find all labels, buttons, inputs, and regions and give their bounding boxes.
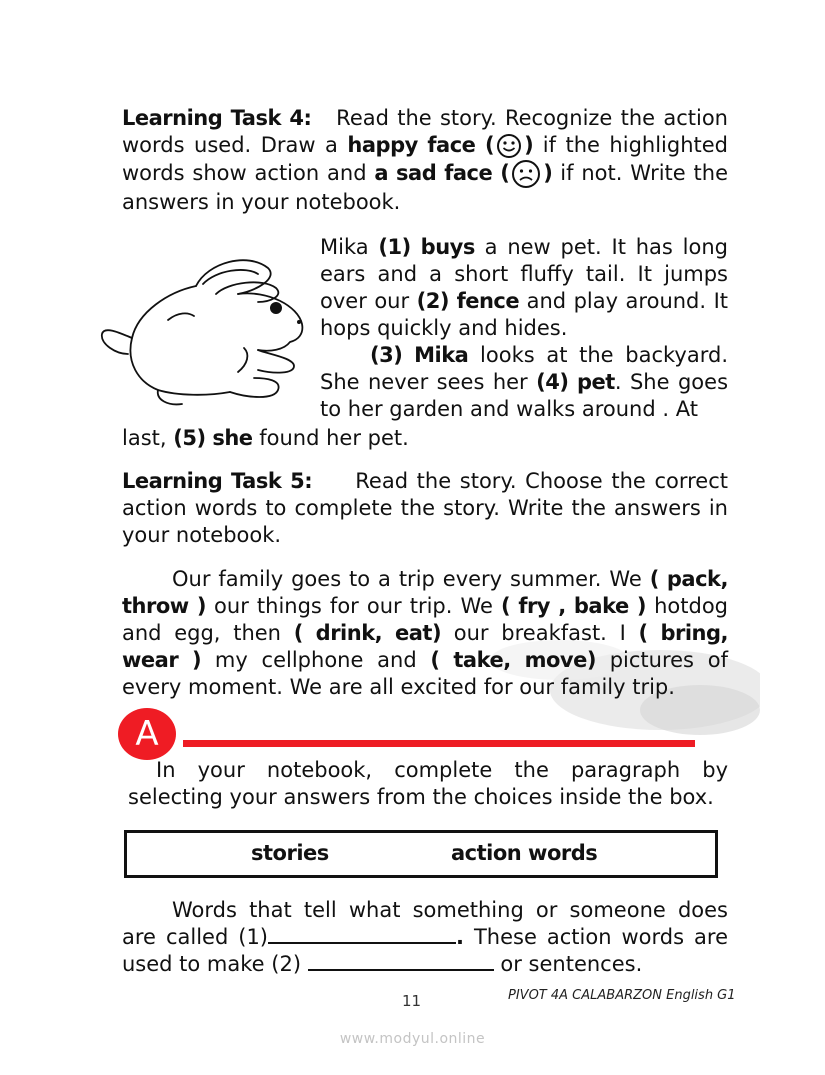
task4-story (320, 234, 728, 423)
story4-text-4: . She goes to her garden and walks around . At (320, 370, 729, 421)
task4-text-3: if not. Write the answers in your notebook. (122, 161, 728, 214)
task4-text-1: Read the story. Recognize the action words used. Draw a (122, 106, 728, 157)
blank-1 (268, 924, 456, 944)
choices-box (124, 830, 718, 878)
watermark: www.modyul.online (339, 1031, 486, 1047)
highlight-4: (4) pet (536, 370, 615, 394)
task4-text-2: if the highlighted words show action and (122, 133, 729, 185)
task5-story (122, 566, 728, 701)
page-number: 11 (402, 992, 422, 1010)
story4-first-word: Mika (320, 235, 379, 259)
story4-text-2: and play around. It hops quickly and hides. (320, 289, 728, 340)
paragraph-text-3: or sentences. (493, 952, 643, 976)
task4-story-last-line (122, 425, 728, 452)
story4-text-3: looks at the backyard. She never sees her (320, 343, 728, 394)
paragraph-text-1: Words that tell what something or someone does are called (1) (122, 898, 728, 949)
footer-source: PIVOT 4A CALABARZON English G1 (508, 988, 736, 1003)
learning-task-4-instructions: Learning Task 4: Read the story. Recognize the action words used. Draw a happy face ( ) if the highlighted words show action and a sad face ( ) if not. Write the answers in your notebook. (122, 106, 729, 214)
choice-stories: stories (251, 841, 329, 865)
choice-group-1: ( pack, throw ) (122, 567, 728, 618)
story5-text-d: our breakfast. I (441, 621, 639, 645)
choice-group-5: ( take, move) (430, 648, 596, 672)
choice-group-4: ( bring, wear ) (122, 621, 728, 672)
highlight-5: (5) she (173, 426, 253, 450)
learning-task-5-instructions (122, 468, 728, 549)
story4-last-word: last, (122, 426, 174, 450)
choice-action-words: action words (451, 841, 598, 865)
highlight-3: (3) Mika (370, 343, 469, 367)
task5-label: Learning Task 5: (122, 469, 313, 493)
highlight-1: (1) buys (378, 235, 475, 259)
section-a-badge: A (118, 708, 176, 760)
happy-face-label: happy face ( (347, 133, 495, 157)
highlight-2: (2) fence (416, 289, 520, 313)
task4-label: Learning Task 4: (122, 106, 312, 130)
story5-text-a: Our family goes to a trip every summer. We (172, 567, 650, 591)
section-a-underline (183, 740, 695, 747)
story4-text-1: a new pet. It has long ears and a short fluffy tail. It jumps over our (320, 235, 728, 313)
fill-in-paragraph: Words that tell what something or someone does are called (1) . These action words are used to make (2) or sentences. (122, 898, 728, 976)
sad-face-icon (511, 159, 541, 189)
choice-group-2: ( fry , bake ) (501, 594, 647, 618)
story5-text-c: hotdog and egg, then (122, 594, 728, 645)
paragraph-text-2: These action words are used to make (2) (122, 925, 728, 976)
story5-text-e: my cellphone and (201, 648, 431, 672)
choice-group-3: ( drink, eat) (293, 621, 442, 645)
happy-face-icon (496, 133, 522, 159)
section-a-instructions: In your notebook, complete the paragraph by selecting your answers from the choices inside the box. (128, 758, 728, 809)
blank-2 (308, 951, 494, 971)
rabbit-illustration (98, 254, 310, 409)
story4-text-5: found her pet. (252, 426, 409, 450)
story5-text-f: pictures of every moment. We are all excited for our family trip. (122, 648, 728, 699)
task5-text: Read the story. Choose the correct action words to complete the story. Write the answers in your notebook. (122, 469, 728, 547)
sad-face-label: a sad face ( (374, 161, 510, 185)
story5-text-b: our things for our trip. We (205, 594, 502, 618)
